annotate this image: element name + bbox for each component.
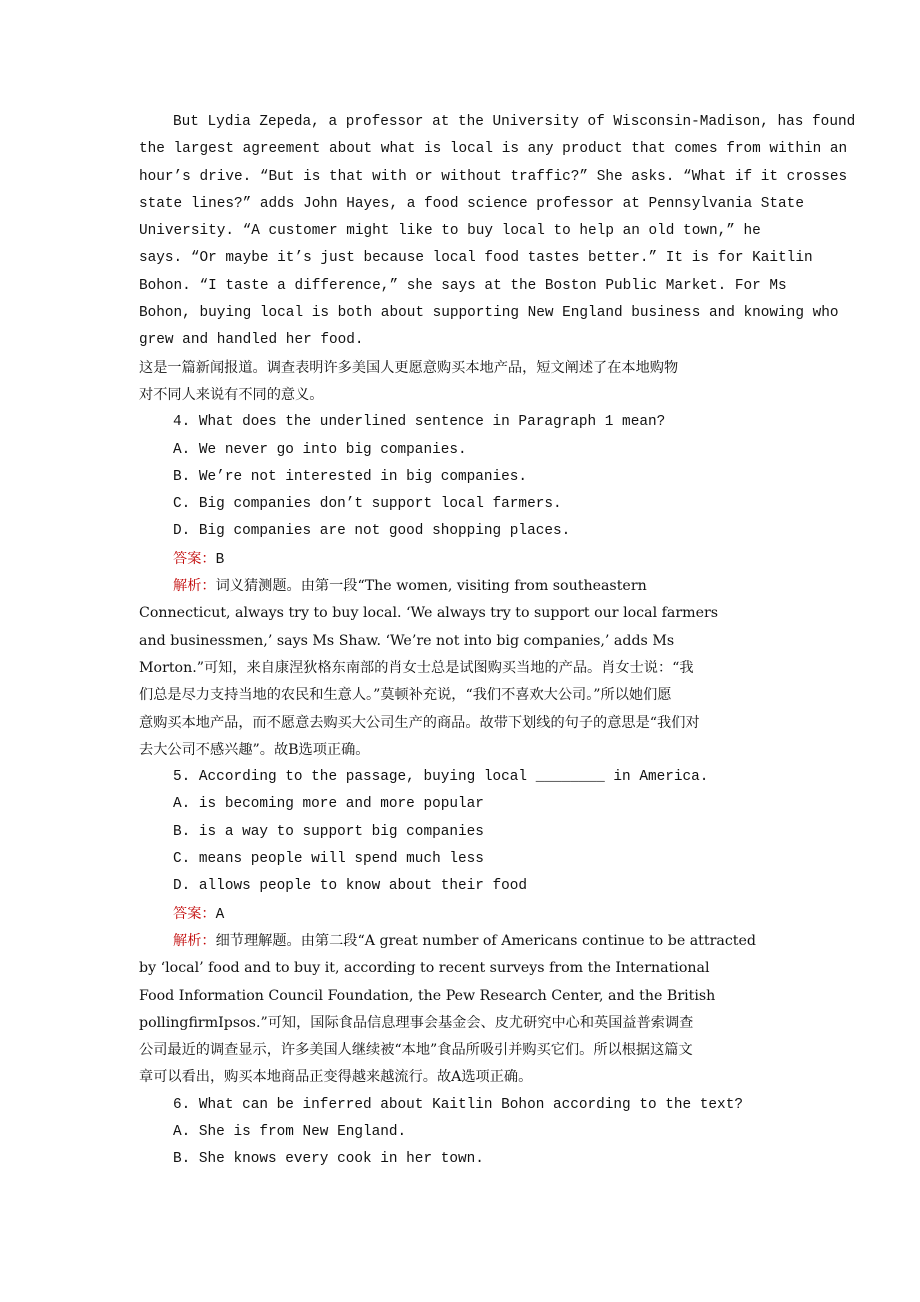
analysis-line: Connecticut, always try to buy local. ‘We always try to support our local farmers: [139, 605, 719, 622]
summary-line: 对不同人来说有不同的意义。: [139, 386, 324, 403]
analysis-line: by ‘local’ food and to buy it, according to recent surveys from the International: [139, 960, 710, 977]
document-page: [139, 109, 856, 1174]
passage-line: state lines?” adds John Hayes, a food science professor at Pennsylvania State: [139, 195, 804, 212]
question-6: [139, 1092, 787, 1174]
answer-label: 答案：: [173, 550, 216, 567]
option-b: B. is a way to support big companies: [173, 823, 484, 840]
summary-line: 这是一篇新闻报道。调查表明许多美国人更愿意购买本地产品，短文阐述了在本地购物: [139, 359, 679, 376]
analysis-line: 们总是尽力支持当地的农民和生意人。”莫顿补充说，“我们不喜欢大公司。”所以她们愿: [139, 687, 672, 704]
option-d: D. Big companies are not good shopping places.: [173, 523, 571, 540]
passage-line: Bohon. “I taste a difference,” she says at the Boston Public Market. For Ms: [139, 277, 787, 294]
question-text: 6. What can be inferred about Kaitlin Bohon according to the text?: [173, 1096, 743, 1113]
option-b: B. We’re not interested in big companies.: [173, 468, 528, 485]
answer-label: 答案：: [173, 905, 216, 922]
question-text: 4. What does the underlined sentence in Paragraph 1 mean?: [173, 414, 666, 431]
answer-row: [139, 901, 787, 928]
passage-line: University. “A customer might like to buy local to help an old town,” he: [139, 223, 761, 240]
passage-line: the largest agreement about what is local is any product that comes from within an: [139, 141, 848, 158]
analysis-label: 解析：: [173, 932, 216, 949]
answer-value: B: [215, 551, 225, 568]
passage: [139, 109, 856, 355]
option-c: C. Big companies don’t support local farmers.: [173, 496, 562, 513]
analysis-text: 词义猜测题。由第一段“The women, visiting from southeastern: [215, 578, 647, 595]
option-b: B. She knows every cook in her town.: [173, 1151, 484, 1168]
analysis-line: pollingfirmIpsos.”可知，国际食品信息理事会基金会、皮尤研究中心和英国益普索调查: [139, 1014, 694, 1031]
answer-row: [139, 546, 787, 573]
option-c: C. means people will spend much less: [173, 851, 484, 868]
analysis-label: 解析：: [173, 578, 216, 595]
analysis-line: 去大公司不感兴趣”。故B选项正确。: [139, 741, 370, 758]
passage-line: grew and handled her food.: [139, 332, 364, 349]
analysis-line: 意购买本地产品，而不愿意去购买大公司生产的商品。故带下划线的句子的意思是“我们对: [139, 714, 700, 731]
passage-line: hour’s drive. “But is that with or without traffic?” She asks. “What if it crosses: [139, 168, 848, 185]
analysis-line: 公司最近的调查显示，许多美国人继续被“本地”食品所吸引并购买它们。所以根据这篇文: [139, 1042, 693, 1059]
analysis-first-line: [139, 573, 787, 600]
answer-value: A: [215, 906, 225, 923]
analysis-line: Morton.”可知，来自康涅狄格东南部的肖女士总是试图购买当地的产品。肖女士说：“我: [139, 659, 694, 676]
summary: [139, 355, 787, 410]
analysis-first-line: [139, 928, 873, 955]
analysis-line: 章可以看出，购买本地商品正变得越来越流行。故A选项正确。: [139, 1069, 533, 1086]
passage-line: says. “Or maybe it’s just because local food tastes better.” It is for Kaitlin: [139, 250, 813, 267]
analysis-line: Food Information Council Foundation, the Pew Research Center, and the British: [139, 987, 716, 1004]
option-a: A. is becoming more and more popular: [173, 796, 484, 813]
question-text: 5. According to the passage, buying local ________ in America.: [173, 769, 709, 786]
option-a: A. We never go into big companies.: [173, 441, 467, 458]
question-5: [139, 764, 787, 1092]
option-a: A. She is from New England.: [173, 1123, 407, 1140]
analysis-line: and businessmen,’ says Ms Shaw. ‘We’re not into big companies,’ adds Ms: [139, 632, 675, 649]
passage-line: Bohon, buying local is both about supporting New England business and knowing who: [139, 305, 839, 322]
question-4: [139, 409, 787, 764]
analysis-text: 细节理解题。由第二段“A great number of Americans continue to be attracted: [215, 932, 756, 949]
option-d: D. allows people to know about their food: [173, 878, 528, 895]
passage-line: But Lydia Zepeda, a professor at the University of Wisconsin-Madison, has found: [173, 114, 856, 130]
